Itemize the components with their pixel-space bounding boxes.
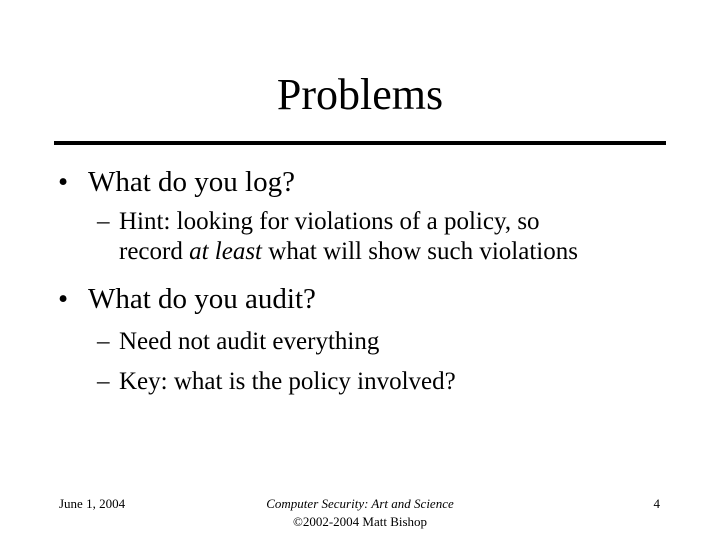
bullet-marker: • [58, 166, 69, 198]
footer-course-info [180, 495, 540, 531]
footer-page-number: 4 [653, 496, 660, 511]
bullet-log-question [58, 165, 295, 199]
title-underline-rule [54, 141, 666, 145]
subitem-hint [97, 207, 578, 267]
footer-course-title: Computer Security: Art and Science [266, 496, 454, 511]
subitem-hint-line-1 [97, 207, 578, 237]
subitem-text: record [119, 238, 190, 265]
bullet-text: What do you audit? [88, 283, 316, 315]
bullet-audit-question [58, 282, 316, 316]
bullet-text: What do you log? [88, 166, 295, 198]
subitem-key-policy [97, 367, 456, 397]
subitem-text: what will show such violations [262, 238, 578, 265]
subitem-text: Need not audit everything [119, 328, 380, 355]
slide-title: Problems [276, 70, 444, 119]
subitem-need-not-audit [97, 327, 379, 357]
footer-date: June 1, 2004 [59, 496, 126, 511]
subitem-text: Key: what is the policy involved? [119, 368, 456, 395]
emphasis-text: at least [189, 238, 263, 265]
dash-marker: – [97, 208, 110, 235]
bullet-marker: • [58, 283, 69, 315]
subitem-hint-line-2 [97, 237, 578, 267]
dash-marker: – [97, 328, 110, 355]
subitem-text: Hint: looking for violations of a policy, so [119, 208, 540, 235]
footer-copyright: ©2002-2004 Matt Bishop [292, 514, 428, 529]
dash-marker: – [97, 368, 110, 395]
